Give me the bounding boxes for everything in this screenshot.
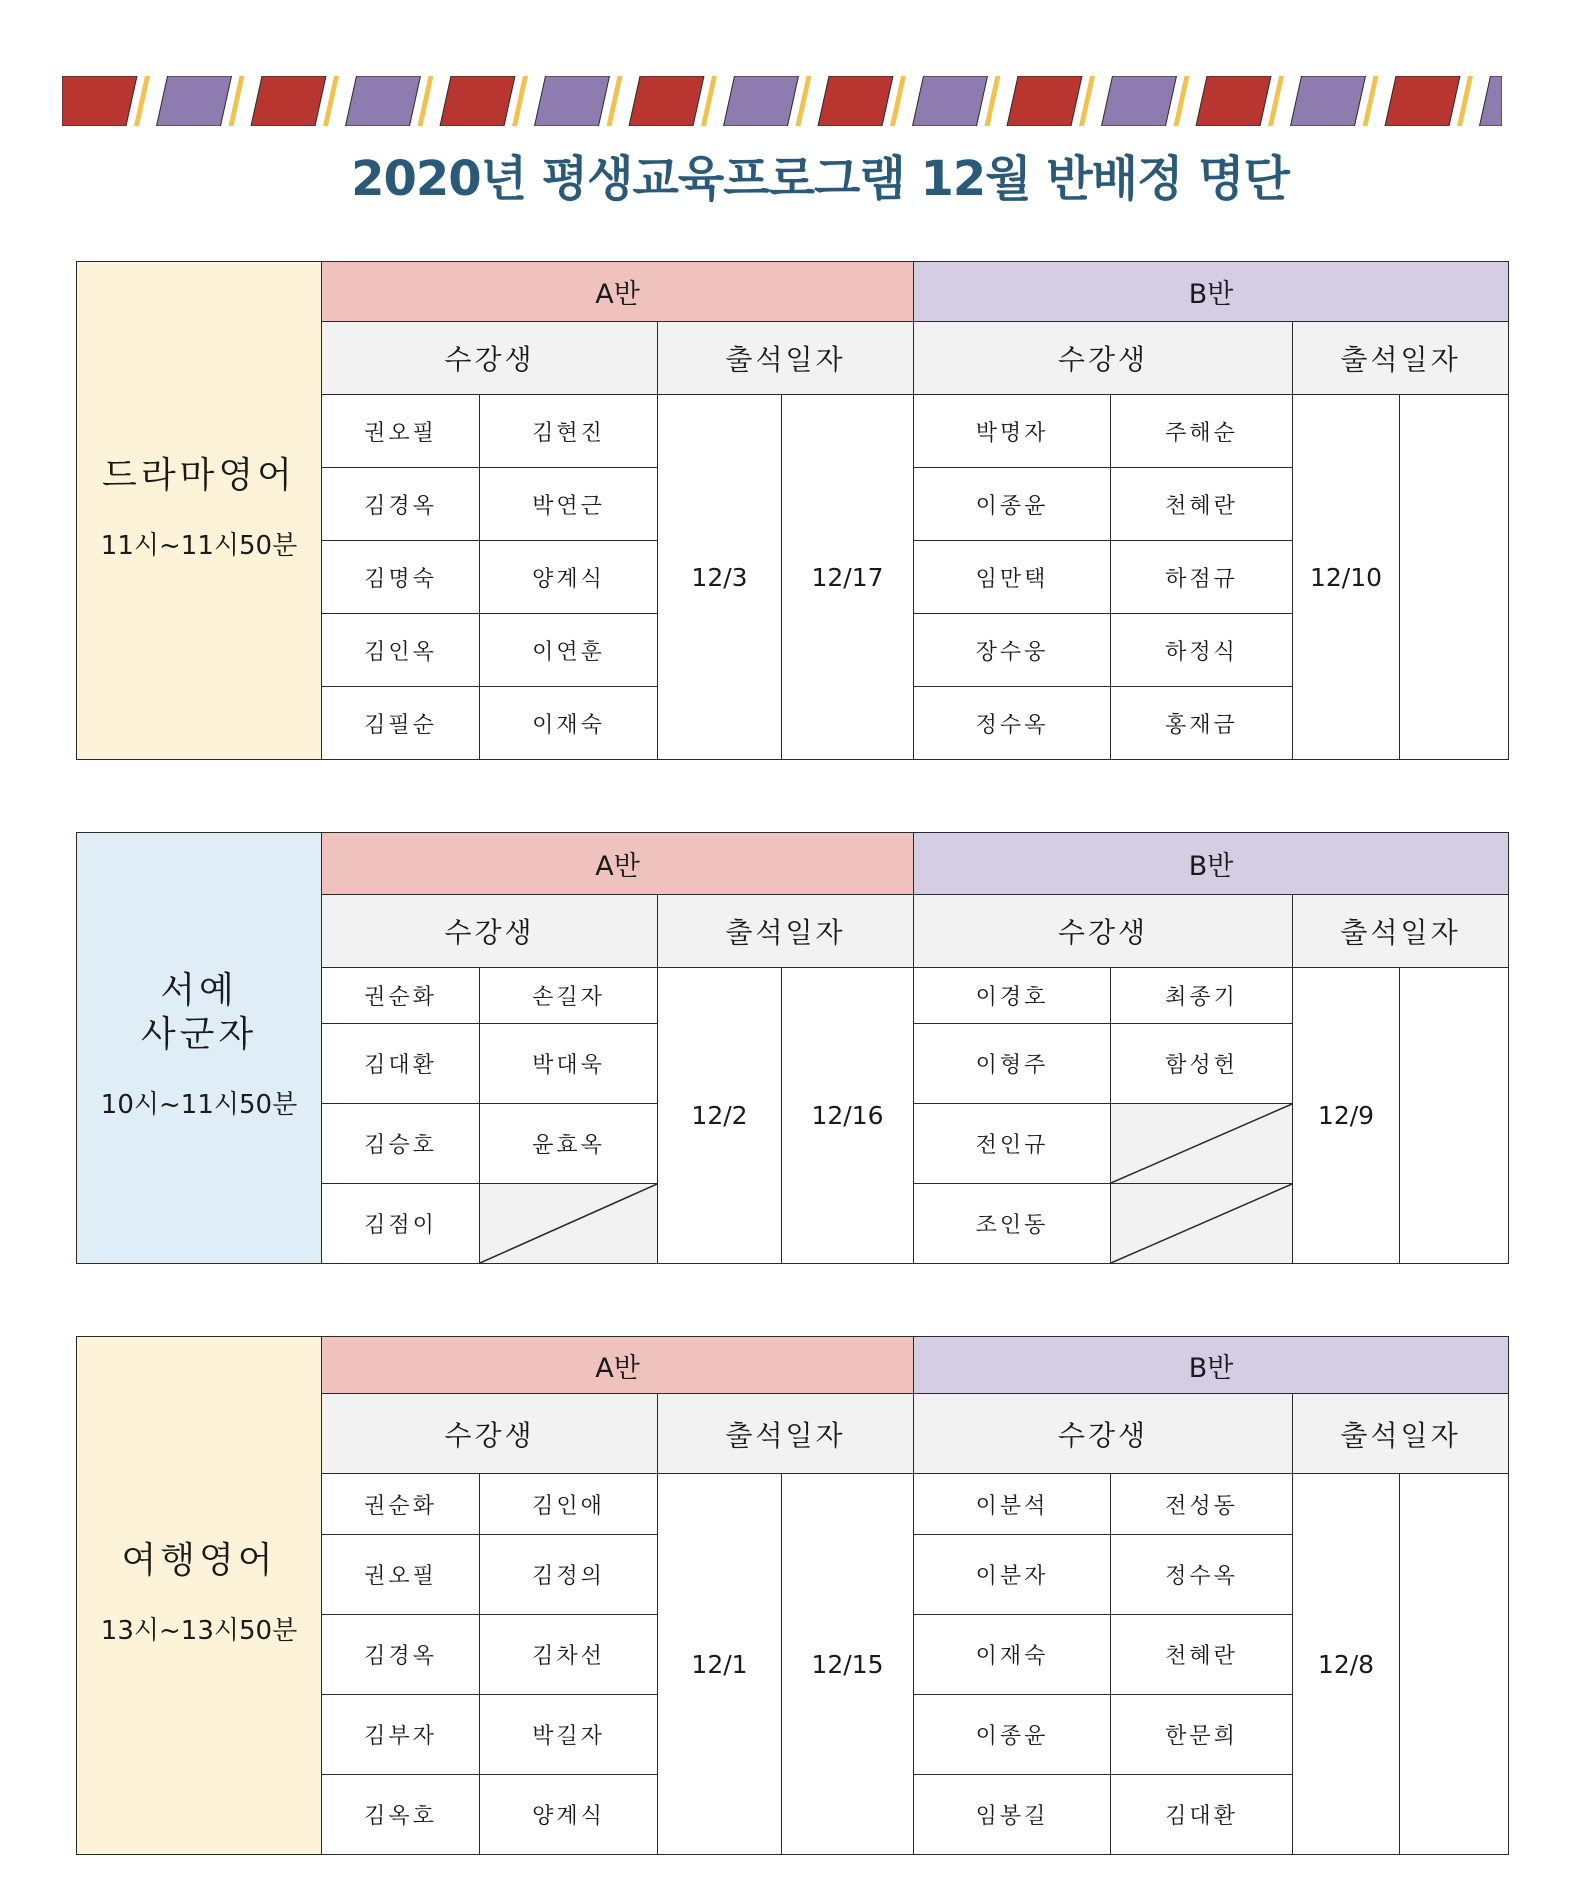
class-b-attendance-empty	[1400, 395, 1509, 760]
class-b-attendance-header: 출석일자	[1293, 1394, 1509, 1474]
class-a-attendance-date: 12/2	[658, 968, 782, 1264]
class-a-students-header: 수강생	[322, 322, 658, 395]
program-title-cell	[77, 1337, 322, 1855]
student-name: 박연근	[480, 468, 658, 541]
program-name-line-1: 서예	[160, 970, 238, 1011]
banner-stripe	[724, 76, 799, 126]
class-b-header: B반	[914, 262, 1509, 322]
student-name: 이재숙	[914, 1615, 1111, 1695]
banner-stripe	[1385, 76, 1460, 126]
student-name: 김대환	[1111, 1775, 1293, 1855]
student-name: 임봉길	[914, 1775, 1111, 1855]
student-name: 권순화	[322, 1474, 480, 1535]
class-a-attendance-date: 12/17	[782, 395, 914, 760]
empty-slot	[1111, 1104, 1293, 1184]
class-b-attendance-date: 12/8	[1293, 1474, 1400, 1855]
student-name: 전성동	[1111, 1474, 1293, 1535]
banner-stripe	[1291, 76, 1366, 126]
program-table-travel-english	[76, 1336, 1509, 1855]
banner-stripe	[1480, 76, 1503, 126]
program-title-cell	[77, 833, 322, 1264]
banner-stripe	[251, 76, 326, 126]
class-a-attendance-date: 12/3	[658, 395, 782, 760]
banner-stripe	[62, 76, 137, 126]
banner-gold-stripe	[985, 76, 1001, 126]
banner-gold-stripe	[890, 76, 906, 126]
student-name: 전인규	[914, 1104, 1111, 1184]
banner-gold-stripe	[1174, 76, 1190, 126]
student-name: 한문희	[1111, 1695, 1293, 1775]
student-name: 장수웅	[914, 614, 1111, 687]
student-name: 하점규	[1111, 541, 1293, 614]
student-name: 천혜란	[1111, 468, 1293, 541]
student-name: 김경옥	[322, 1615, 480, 1695]
student-name: 하정식	[1111, 614, 1293, 687]
student-name: 이재숙	[480, 687, 658, 760]
student-name: 권오필	[322, 1535, 480, 1615]
banner-gold-stripe	[1363, 76, 1379, 126]
class-a-attendance-header: 출석일자	[658, 322, 914, 395]
student-name: 이종윤	[914, 468, 1111, 541]
class-b-students-header: 수강생	[914, 1394, 1293, 1474]
student-name: 이종윤	[914, 1695, 1111, 1775]
class-b-students-header: 수강생	[914, 322, 1293, 395]
student-name: 정수옥	[1111, 1535, 1293, 1615]
banner-gold-stripe	[796, 76, 812, 126]
student-name: 함성헌	[1111, 1024, 1293, 1104]
banner-gold-stripe	[1457, 76, 1473, 126]
class-a-attendance-date: 12/15	[782, 1474, 914, 1855]
program-time: 13시~13시50분	[100, 1615, 298, 1646]
student-name: 김옥호	[322, 1775, 480, 1855]
class-b-attendance-date: 12/9	[1293, 968, 1400, 1264]
banner-gold-stripe	[418, 76, 434, 126]
student-name: 천혜란	[1111, 1615, 1293, 1695]
class-a-students-header: 수강생	[322, 1394, 658, 1474]
banner-stripe	[1196, 76, 1271, 126]
student-name: 윤효옥	[480, 1104, 658, 1184]
banner-gold-stripe	[1079, 76, 1095, 126]
class-a-attendance-header: 출석일자	[658, 1394, 914, 1474]
class-b-header: B반	[914, 833, 1509, 895]
student-name: 박명자	[914, 395, 1111, 468]
student-name: 김승호	[322, 1104, 480, 1184]
class-a-header: A반	[322, 262, 914, 322]
student-name: 권순화	[322, 968, 480, 1024]
class-a-attendance-date: 12/1	[658, 1474, 782, 1855]
student-name: 김현진	[480, 395, 658, 468]
student-name: 이형주	[914, 1024, 1111, 1104]
banner-stripe	[818, 76, 893, 126]
banner-gold-stripe	[229, 76, 245, 126]
banner-gold-stripe	[134, 76, 150, 126]
student-name: 조인동	[914, 1184, 1111, 1264]
student-name: 홍재금	[1111, 687, 1293, 760]
student-name: 김인옥	[322, 614, 480, 687]
student-name: 양계식	[480, 1775, 658, 1855]
program-time: 11시~11시50분	[100, 530, 298, 561]
program-time: 10시~11시50분	[100, 1090, 298, 1120]
class-b-attendance-date: 12/10	[1293, 395, 1400, 760]
student-name: 이분석	[914, 1474, 1111, 1535]
program-name: 드라마영어	[102, 454, 296, 496]
banner-stripe	[440, 76, 515, 126]
banner-stripe	[1102, 76, 1177, 126]
student-name: 이분자	[914, 1535, 1111, 1615]
student-name: 박대욱	[480, 1024, 658, 1104]
class-a-header: A반	[322, 1337, 914, 1394]
student-name: 김대환	[322, 1024, 480, 1104]
banner-stripe	[913, 76, 988, 126]
program-table-calligraphy	[76, 832, 1509, 1264]
student-name: 정수옥	[914, 687, 1111, 760]
student-name: 김정의	[480, 1535, 658, 1615]
banner-stripe	[346, 76, 421, 126]
student-name: 김필순	[322, 687, 480, 760]
banner-stripe	[629, 76, 704, 126]
banner-gold-stripe	[323, 76, 339, 126]
student-name: 박길자	[480, 1695, 658, 1775]
class-b-attendance-header: 출석일자	[1293, 895, 1509, 968]
student-name: 김경옥	[322, 468, 480, 541]
banner-stripe	[535, 76, 610, 126]
empty-slot	[480, 1184, 658, 1264]
student-name: 손길자	[480, 968, 658, 1024]
student-name: 김점이	[322, 1184, 480, 1264]
student-name: 주해순	[1111, 395, 1293, 468]
class-a-students-header: 수강생	[322, 895, 658, 968]
student-name: 이연훈	[480, 614, 658, 687]
student-name: 권오필	[322, 395, 480, 468]
program-name: 여행영어	[121, 1539, 277, 1581]
empty-slot	[1111, 1184, 1293, 1264]
student-name: 김인애	[480, 1474, 658, 1535]
student-name: 최종기	[1111, 968, 1293, 1024]
student-name: 김차선	[480, 1615, 658, 1695]
class-a-attendance-header: 출석일자	[658, 895, 914, 968]
banner-stripe	[1007, 76, 1082, 126]
banner-gold-stripe	[701, 76, 717, 126]
student-name: 양계식	[480, 541, 658, 614]
banner-gold-stripe	[512, 76, 528, 126]
program-title-cell	[77, 262, 322, 760]
class-b-attendance-empty	[1400, 1474, 1509, 1855]
class-b-attendance-header: 출석일자	[1293, 322, 1509, 395]
banner-gold-stripe	[607, 76, 623, 126]
class-a-attendance-date: 12/16	[782, 968, 914, 1264]
student-name: 김명숙	[322, 541, 480, 614]
page-title: 2020년 평생교육프로그램 12월 반배정 명단	[351, 151, 1289, 207]
student-name: 임만택	[914, 541, 1111, 614]
student-name: 이경호	[914, 968, 1111, 1024]
program-name-line-2: 사군자	[140, 1014, 258, 1055]
student-name: 김부자	[322, 1695, 480, 1775]
class-b-attendance-empty	[1400, 968, 1509, 1264]
class-b-header: B반	[914, 1337, 1509, 1394]
banner-gold-stripe	[1268, 76, 1284, 126]
class-a-header: A반	[322, 833, 914, 895]
class-b-students-header: 수강생	[914, 895, 1293, 968]
banner-stripe	[157, 76, 232, 126]
decorative-stripe-banner	[62, 76, 1502, 126]
program-table-drama-english	[76, 261, 1509, 760]
